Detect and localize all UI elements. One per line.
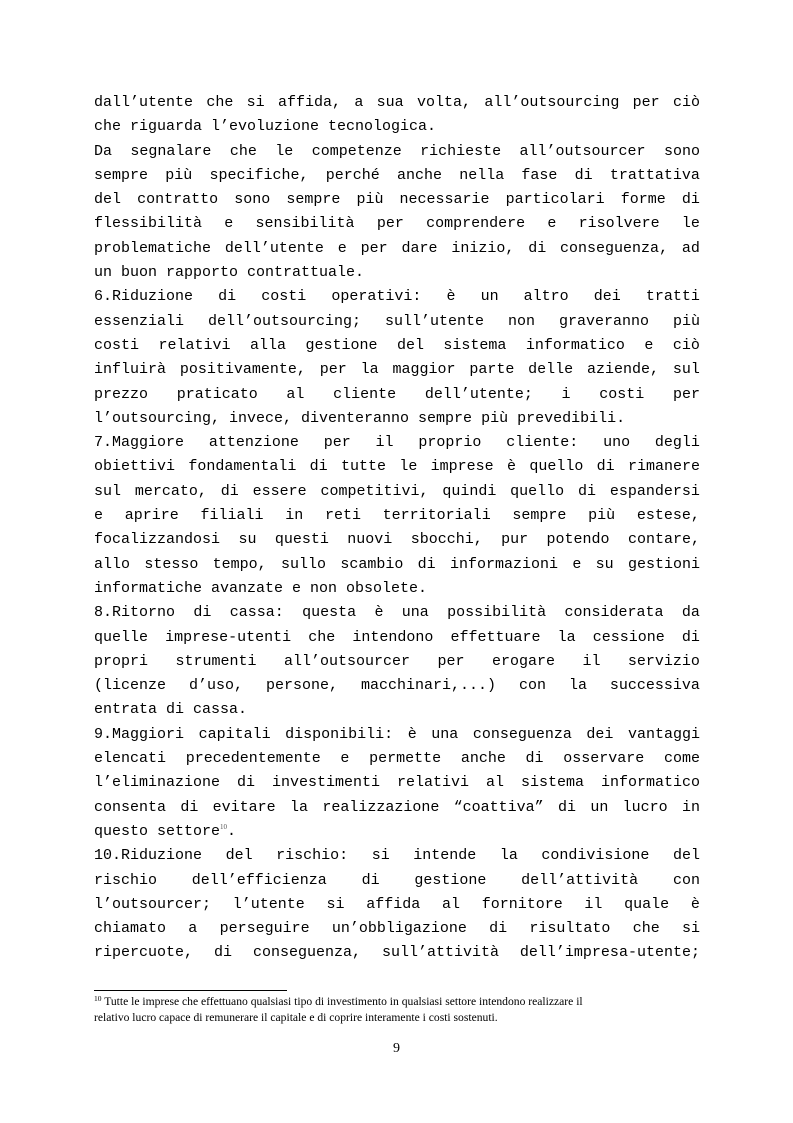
text-line: quelle imprese-utenti che intendono effettuare la cessione di (94, 628, 700, 646)
text-line (94, 407, 700, 431)
text-line: essenziali dell’outsourcing; sull’utente non graveranno più (94, 312, 700, 330)
text-line: 6.Riduzione di costi operativi: è un altro dei tratti (94, 288, 700, 306)
footnote-separator (94, 990, 287, 991)
text-line: influirà positivamente, per la maggior parte delle aziende, sul (94, 361, 700, 379)
text-line: flessibilità e sensibilità per comprendere e risolvere le (94, 215, 700, 233)
text-line: consenta di evitare la realizzazione “coattiva” di un lucro in (94, 798, 700, 816)
line-text: questo settore (94, 822, 221, 840)
line-text: entrata di cassa. (94, 701, 248, 719)
text-line: chiamato a perseguire un’obbligazione di risultato che si (94, 920, 700, 938)
text-line (94, 698, 700, 722)
text-line: questo settore$^{10}$. (94, 822, 237, 840)
footnote-line-2: relativo lucro capace di remunerare il capitale e di coprire interamente i costi sostenuti. (94, 1011, 498, 1024)
text-line: 8.Ritorno di cassa: questa è una possibilità considerata da (94, 604, 700, 622)
text-line: 7.Maggiore attenzione per il proprio cliente: uno degli (94, 434, 700, 452)
text-line: focalizzandosi su questi nuovi sbocchi, pur potendo contare, (94, 531, 700, 549)
text-line: sempre più specifiche, perché anche nella fase di trattativa (94, 166, 700, 184)
text-line: 9.Maggiori capitali disponibili: è una conseguenza dei vantaggi (94, 725, 700, 743)
text-line: Da segnalare che le competenze richieste all’outsourcer sono (94, 142, 700, 160)
text-line (94, 261, 700, 285)
line-text: che riguarda l’evoluzione tecnologica. (94, 118, 437, 136)
text-line: l’eliminazione di investimenti relativi al sistema informatico (94, 774, 700, 792)
text-line: l’outsourcer; l’utente si affida al fornitore il quale è (94, 895, 700, 913)
text-line: 10.Riduzione del rischio: si intende la condivisione del (94, 847, 700, 865)
body-text (94, 91, 700, 966)
text-line: (licenze d’uso, persone, macchinari,...) con la successiva (94, 677, 700, 695)
footnote-line-1 (94, 994, 700, 1010)
text-line: propri strumenti all’outsourcer per erogare il servizio (94, 652, 700, 670)
text-line: sul mercato, di essere competitivi, quindi quello di espandersi (94, 482, 700, 500)
footnote-reference: 10 (220, 822, 228, 831)
text-line: e aprire filiali in reti territoriali sempre più estese, (94, 507, 700, 525)
text-line: allo stesso tempo, sullo scambio di informazioni e su gestioni (94, 555, 700, 573)
line-text: un buon rapporto contrattuale. (94, 264, 365, 282)
text-line: prezzo praticato al cliente dell’utente; i costi per (94, 385, 700, 403)
text-line: ripercuote, di conseguenza, sull’attività dell’impresa-utente; (94, 944, 700, 962)
text-line: obiettivi fondamentali di tutte le imprese è quello di rimanere (94, 458, 700, 476)
line-text: l’outsourcing, invece, diventeranno sempre più prevedibili. (94, 409, 626, 427)
text-line: problematiche dell’utente e per dare inizio, di conseguenza, ad (94, 239, 700, 257)
line-text: informatiche avanzate e non obsolete. (94, 579, 428, 597)
text-line: costi relativi alla gestione del sistema informatico e ciò (94, 336, 700, 354)
footnote-text-1: Tutte le imprese che effettuano qualsiasi tipo di investimento in qualsiasi settore intendono realizzare il (104, 995, 583, 1008)
footnote-number: 10 (94, 994, 102, 1003)
text-line: del contratto sono sempre più necessarie particolari forme di (94, 191, 700, 209)
text-line: elencati precedentemente e permette anche di osservare come (94, 750, 700, 768)
text-line: dall’utente che si affida, a sua volta, all’outsourcing per ciò (94, 94, 700, 111)
page-number: 9 (393, 1041, 400, 1056)
text-line: rischio dell’efficienza di gestione dell’attività con (94, 871, 700, 889)
footnote (94, 994, 700, 1026)
text-line (94, 115, 700, 139)
text-line (94, 577, 700, 601)
